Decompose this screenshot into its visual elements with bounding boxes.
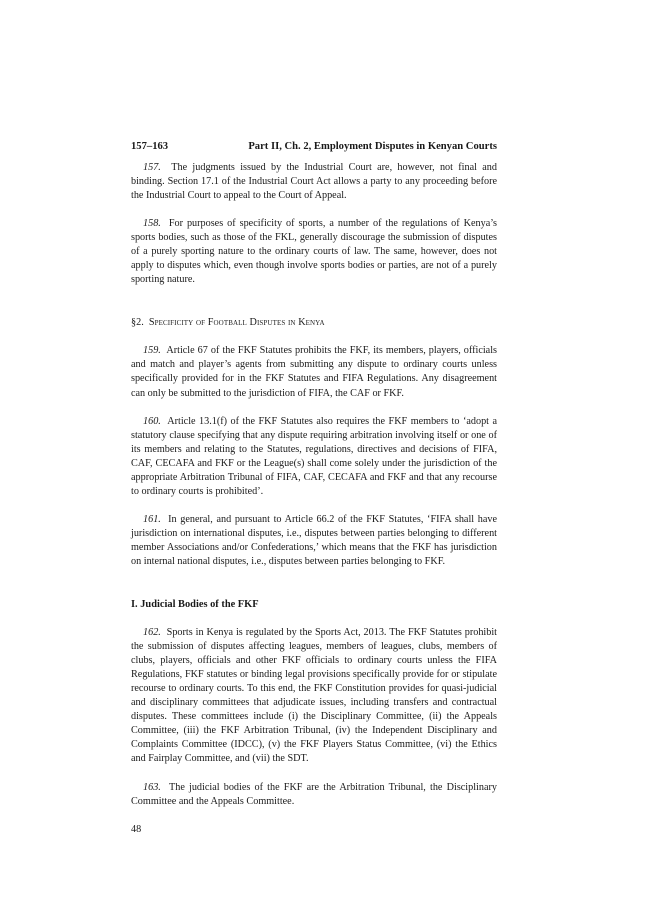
paragraph-number: 160. bbox=[143, 415, 161, 427]
paragraph-text: In general, and pursuant to Article 66.2 of the FKF Statutes, ‘FIFA shall have jurisdiction on international disputes, i.e., disputes between parties belonging to different member Associations and/or Confederations,’ which means that the FKF has jurisdiction on internal national disputes, i.e., disputes between parties belonging to FKF. bbox=[131, 513, 497, 567]
paragraph-162 bbox=[131, 626, 497, 766]
paragraph-number: 163. bbox=[143, 781, 161, 793]
paragraph-number: 158. bbox=[143, 218, 161, 230]
paragraph-157 bbox=[131, 161, 497, 203]
section-heading bbox=[131, 316, 497, 330]
paragraph-number: 159. bbox=[143, 345, 161, 357]
running-header bbox=[131, 140, 497, 154]
section-title: Specificity of Football Disputes in Kenya bbox=[148, 317, 325, 329]
paragraph-text: Article 67 of the FKF Statutes prohibits the FKF, its members, players, officials and match and player’s agents from submitting any dispute to ordinary courts unless specifically provided for in the FKF Statutes and FIFA Regulations. Any disagreement can only be submitted to the jurisdiction of FIFA, the CAF or FKF. bbox=[131, 345, 497, 399]
section-number: §2. bbox=[131, 317, 144, 329]
header-paragraph-range: 157–163 bbox=[131, 141, 169, 152]
paragraph-text: Article 13.1(f) of the FKF Statutes also requires the FKF members to ‘adopt a statutory clause specifying that any dispute requiring arbitration involving itself or one of its members and relating to the Statutes, regulations, directives and decisions of FIFA, CAF, CECAFA and FKF or the League(s) shall come solely under the jurisdiction of the appropriate Arbitration Tribunal of FIFA, CAF, CECAFA and FKF and that any recourse to ordinary courts is prohibited’. bbox=[131, 415, 498, 497]
paragraph-number: 157. bbox=[143, 162, 161, 173]
paragraph-text: For purposes of specificity of sports, a number of the regulations of Kenya’s sports bodies, such as those of the FKL, generally discourage the submission of disputes of a purely sporting nature to the ordinary courts of law. The same, however, does not apply to disputes which, even though involve sports bodies or parties, are not of a purely sporting nature. bbox=[131, 218, 498, 286]
paragraph-number: 162. bbox=[143, 627, 161, 639]
paragraph-163 bbox=[131, 781, 497, 809]
paragraph-159 bbox=[131, 344, 497, 400]
header-chapter-title: Part II, Ch. 2, Employment Disputes in Kenyan Courts bbox=[248, 141, 497, 152]
paragraph-number: 161. bbox=[143, 513, 161, 525]
paragraph-text: Sports in Kenya is regulated by the Sports Act, 2013. The FKF Statutes prohibit the submission of disputes affecting leagues, members of leagues, clubs, members of clubs, players, officials and other FKF officials to ordinary courts unless the FIFA Regulations, FKF statutes or binding legal provisions specifically provide for or stipulate recourse to ordinary courts. To this end, the FKF Constitution provides for quasi-judicial and disciplinary committees that adjudicate issues, including transfers and contractual disputes. These committees include (i) the Disciplinary Committee, (ii) the Appeals Committee, (iii) the FKF Arbitration Tribunal, (iv) the Independent Disciplinary and Complaints Committee (IDCC), (v) the FKF Players Status Committee, (vi) the Ethics and Fairplay Committee, and (vii) the SDT. bbox=[131, 627, 497, 765]
paragraph-text: The judicial bodies of the FKF are the Arbitration Tribunal, the Disciplinary Committee and the Appeals Committee. bbox=[131, 781, 497, 807]
page-number: 48 bbox=[131, 823, 142, 835]
paragraph-text: The judgments issued by the Industrial Court are, however, not final and binding. Section 17.1 of the Industrial Court Act allows a party to any proceeding before the Industrial Court to appeal to the Court of Appeal. bbox=[131, 162, 497, 202]
paragraph-158 bbox=[131, 217, 497, 287]
paragraph-161 bbox=[131, 513, 497, 569]
page-body bbox=[131, 140, 497, 837]
paragraph-160 bbox=[131, 415, 497, 499]
subsection-heading: I. Judicial Bodies of the FKF bbox=[131, 599, 259, 611]
